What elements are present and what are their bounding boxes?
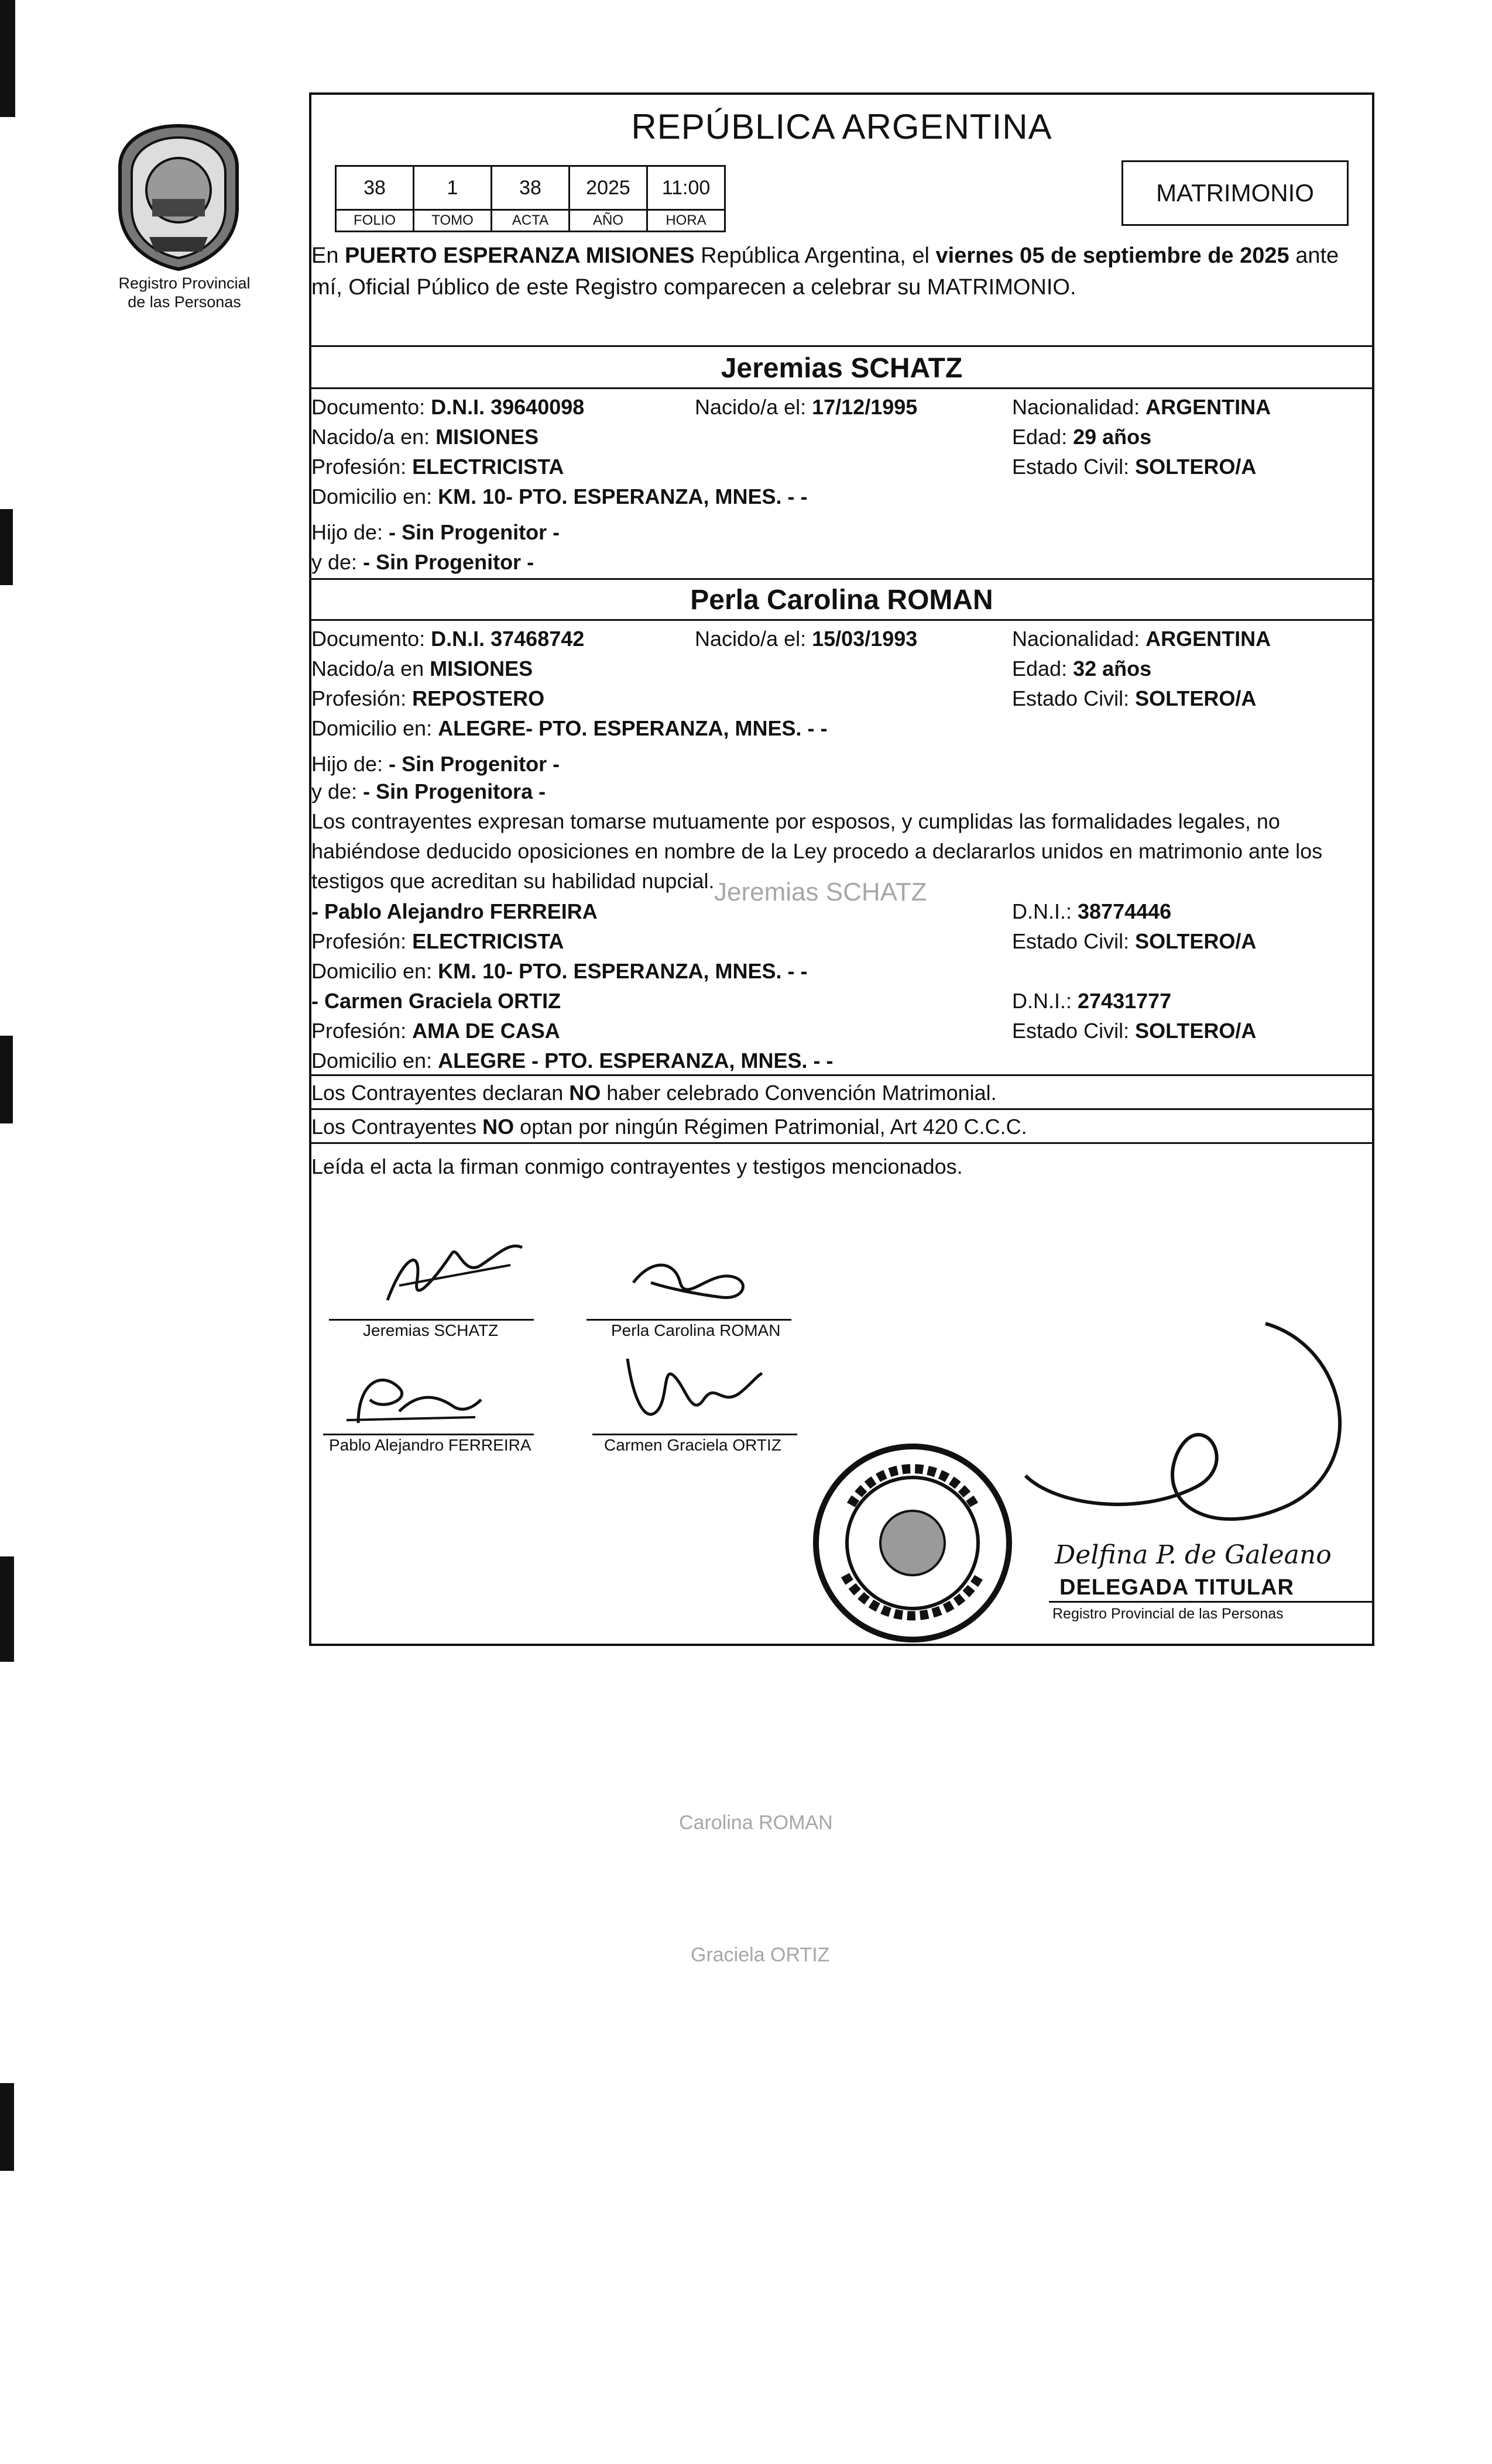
witness2-name: - Carmen Graciela ORTIZ: [311, 989, 561, 1013]
bride-signature-caption: Perla Carolina ROMAN: [611, 1321, 781, 1339]
bride-nationality: Nacionalidad: ARGENTINA: [1012, 627, 1271, 651]
bride-signature-line: [586, 1319, 791, 1321]
bride-address: Domicilio en: ALEGRE- PTO. ESPERANZA, MNES. - -: [311, 716, 828, 740]
groom-parent-2: y de: - Sin Progenitor -: [311, 550, 534, 574]
groom-signature-caption: Jeremias SCHATZ: [363, 1321, 499, 1339]
hour-value: 11:00: [647, 166, 725, 210]
folio-label: FOLIO: [336, 210, 414, 232]
official-stamp: [810, 1441, 1015, 1645]
intro-paragraph: En PUERTO ESPERANZA MISIONES República Argentina, el viernes 05 de septiembre de 2025 ante mí, Oficial Público de este Registro comparecen a celebrar su MATRIMONIO.: [311, 243, 1339, 300]
acta-value: 38: [492, 166, 570, 210]
bride-profession: Profesión: REPOSTERO: [311, 686, 545, 710]
groom-document: Documento: D.N.I. 39640098: [311, 395, 585, 419]
registration-table: [335, 165, 726, 232]
bride-parent-1: Hijo de: - Sin Progenitor -: [311, 752, 560, 776]
groom-civil-status: Estado Civil: SOLTERO/A: [1012, 455, 1257, 479]
hour-label: HORA: [647, 210, 725, 232]
scan-edge-mark: [0, 0, 15, 117]
divider: [311, 1142, 1372, 1144]
bride-birthplace: Nacido/a en MISIONES: [311, 657, 533, 681]
folio-value: 38: [336, 166, 414, 210]
witness1-profession: Profesión: ELECTRICISTA: [311, 929, 564, 953]
groom-parent-1: Hijo de: - Sin Progenitor -: [311, 520, 560, 544]
witness1-signature-line: [323, 1434, 534, 1435]
witness1-address: Domicilio en: KM. 10- PTO. ESPERANZA, MNES. - -: [311, 959, 808, 983]
divider: [311, 578, 1372, 580]
scan-edge-mark: [0, 509, 13, 585]
groom-age: Edad: 29 años: [1012, 425, 1152, 449]
bride-birthdate: Nacido/a el: 15/03/1993: [695, 627, 918, 651]
page-title: REPÚBLICA ARGENTINA: [631, 107, 1052, 146]
divider: [311, 345, 1372, 347]
witness2-signature-caption: Carmen Graciela ORTIZ: [604, 1436, 781, 1454]
scan-edge-mark: [0, 2083, 14, 2171]
official-line: [1049, 1601, 1372, 1603]
official-name: Delfina P. de Galeano: [1055, 1540, 1332, 1570]
year-label: AÑO: [570, 210, 647, 232]
witness1-dni: D.N.I.: 38774446: [1012, 899, 1172, 923]
scan-edge-mark: [0, 1036, 13, 1123]
registry-seal-logo: [108, 120, 249, 272]
patrimonial-statement: Los Contrayentes NO optan por ningún Régimen Patrimonial, Art 420 C.C.C.: [311, 1115, 1027, 1139]
ghost-text: Jeremias SCHATZ: [714, 878, 927, 906]
bride-parent-2: y de: - Sin Progenitora -: [311, 779, 546, 803]
bride-civil-status: Estado Civil: SOLTERO/A: [1012, 686, 1257, 710]
witness2-address: Domicilio en: ALEGRE - PTO. ESPERANZA, MNES. - -: [311, 1049, 834, 1073]
year-value: 2025: [570, 166, 647, 210]
groom-signature: [364, 1230, 540, 1318]
divider: [311, 1108, 1372, 1110]
witness2-signature-line: [592, 1434, 797, 1435]
witness2-dni: D.N.I.: 27431777: [1012, 989, 1172, 1013]
ghost-text: Carolina ROMAN: [679, 1812, 833, 1834]
groom-birthplace: Nacido/a en: MISIONES: [311, 425, 539, 449]
bride-document: Documento: D.N.I. 37468742: [311, 627, 585, 651]
witness1-signature: [335, 1359, 487, 1435]
groom-birthdate: Nacido/a el: 17/12/1995: [695, 395, 918, 419]
official-organization: Registro Provincial de las Personas: [1052, 1606, 1284, 1622]
groom-name: Jeremias SCHATZ: [721, 353, 963, 384]
acta-label: ACTA: [492, 210, 570, 232]
witness1-signature-caption: Pablo Alejandro FERREIRA: [329, 1436, 531, 1454]
witness2-profession: Profesión: AMA DE CASA: [311, 1019, 560, 1043]
witness1-civil-status: Estado Civil: SOLTERO/A: [1012, 929, 1257, 953]
official-role: DELEGADA TITULAR: [1059, 1575, 1294, 1600]
groom-profession: Profesión: ELECTRICISTA: [311, 455, 564, 479]
declaration-paragraph: Los contrayentes expresan tomarse mutuamente por esposos, y cumplidas las formalidades legales, no habiéndose deducido oposiciones en nombre de la Ley procedo a declararlos unidos en matrimonio ante los testigos que acreditan su habilidad nupcial.: [311, 809, 1323, 893]
scan-edge-mark: [0, 1556, 14, 1662]
marriage-act: [309, 92, 1374, 1646]
convention-statement: Los Contrayentes declaran NO haber celebrado Convención Matrimonial.: [311, 1081, 997, 1105]
groom-nationality: Nacionalidad: ARGENTINA: [1012, 395, 1271, 419]
ghost-text: Graciela ORTIZ: [691, 1944, 830, 1966]
groom-signature-line: [329, 1319, 534, 1321]
witness1-name: - Pablo Alejandro FERREIRA: [311, 899, 598, 923]
witness2-civil-status: Estado Civil: SOLTERO/A: [1012, 1019, 1257, 1043]
groom-address: Domicilio en: KM. 10- PTO. ESPERANZA, MNES. - -: [311, 484, 808, 508]
bride-name: Perla Carolina ROMAN: [690, 585, 993, 616]
bride-age: Edad: 32 años: [1012, 657, 1152, 681]
tomo-value: 1: [414, 166, 492, 210]
divider: [311, 619, 1372, 621]
bride-signature: [616, 1248, 768, 1318]
tomo-label: TOMO: [414, 210, 492, 232]
divider: [311, 1074, 1372, 1076]
reading-statement: Leída el acta la firman conmigo contrayentes y testigos mencionados.: [311, 1154, 963, 1178]
official-signature: [1020, 1312, 1383, 1558]
registry-name: Registro Provincial de las Personas: [118, 274, 251, 311]
witness2-signature: [604, 1341, 768, 1435]
act-type-box: MATRIMONIO: [1121, 160, 1349, 226]
divider: [311, 387, 1372, 389]
